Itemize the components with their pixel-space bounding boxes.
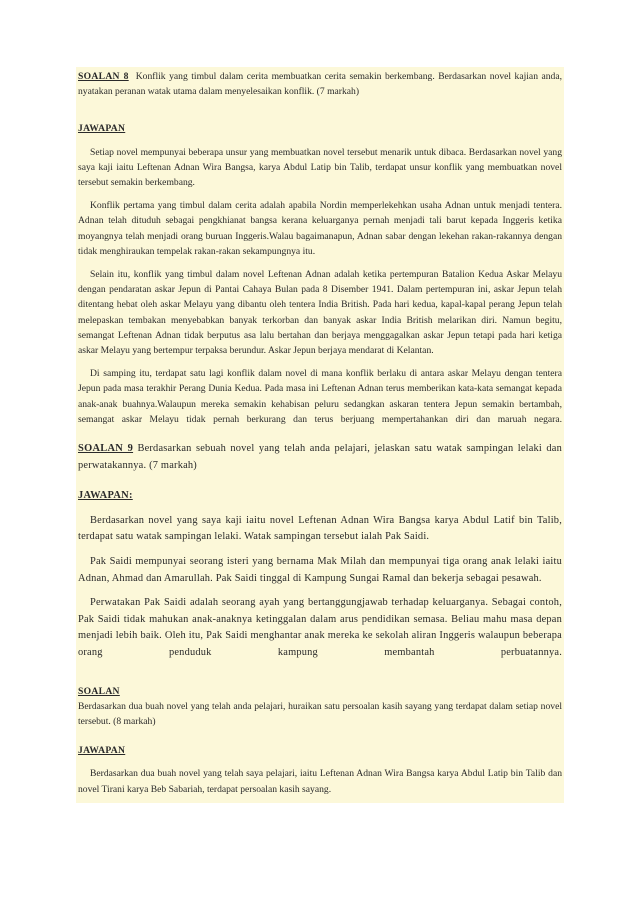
question-heading: SOALAN xyxy=(78,685,120,697)
paragraph: Berdasarkan novel yang saya kaji iaitu novel Leftenan Adnan Wira Bangsa karya Abdul Latif bin Talib, terdapat satu watak sampingan lelaki. Watak sampingan tersebut ialah Pak Saidi. xyxy=(78,514,562,543)
paragraph: Berdasarkan dua buah novel yang telah saya pelajari, iaitu Leftenan Adnan Wira Bangsa karya Abdul Latip bin Talib dan novel Tirani karya Beb Sabariah, terdapat persoalan kasih sayang. xyxy=(78,768,562,795)
answer-heading: JAWAPAN xyxy=(78,745,126,757)
paragraph: Konflik pertama yang timbul dalam cerita adalah apabila Nordin memperlekehkan usaha Adnan untuk menjadi tentera. Adnan telah dituduh sebagai pengkhianat bangsa kerana keluarganya pernah menjadi tali barut kepada Inggeris ketika moyangnya telah menjadi orang buruan Inggeris.Walau bagaimanapun, Adnan sabar dengan lekehan rakan-rakannya dengan tidak menghiraukan tempelak rakan-rakan sekampungnya itu. xyxy=(78,200,562,257)
paragraph: Perwatakan Pak Saidi adalah seorang ayah yang bertanggungjawab terhadap keluarganya. Sebagai contoh, Pak Saidi tidak mahukan anak-anaknya ketinggalan dalam arus pendidikan semasa. Beliau mahu masa depan menjadi lebih baik. Oleh itu, Pak Saidi menghantar anak mereka ke sekolah aliran Inggeris walaupun beberapa orang penduduk kampung membantah perbuatannya. xyxy=(78,597,562,658)
question-text: Berdasarkan dua buah novel yang telah anda pelajari, huraikan satu persoalan kasih sayang yang terdapat dalam setiap novel tersebut. (8 markah) xyxy=(78,700,562,727)
question-9 xyxy=(78,441,562,474)
answer-heading: JAWAPAN xyxy=(78,123,126,135)
question-text: Berdasarkan sebuah novel yang telah anda pelajari, jelaskan satu watak sampingan lelaki dan perwatakannya. (7 markah) xyxy=(78,443,562,471)
question-text: Konflik yang timbul dalam cerita membuatkan cerita semakin berkembang. Berdasarkan novel kajian anda, nyatakan peranan watak utama dalam menyelesaikan konflik. (7 markah) xyxy=(78,71,563,98)
paragraph: Pak Saidi mempunyai seorang isteri yang bernama Mak Milah dan mempunyai tiga orang anak lelaki iaitu Adnan, Ahmad dan Amarullah. Pak Saidi tinggal di Kampung Sungai Ramal dan bekerja sebagai pesawah. xyxy=(78,556,562,584)
answer-10 xyxy=(78,766,562,796)
answer-9 xyxy=(78,513,562,662)
question-heading: SOALAN 8 xyxy=(78,71,129,82)
paragraph: Di samping itu, terdapat satu lagi konflik dalam novel di mana konflik berlaku di antara askar Melayu dengan tentera Jepun pada masa terakhir Perang Dunia Kedua. Pada masa ini Leftenan Adnan terus memberikan kata-kata semangat kepada anak-anak buahnya.Walaupun mereka semakin kehabisan peluru sedangkan askaran tentera Jepun semakin bertambah, semangat askar Melayu tidak pernah berkurang dan terus berjuang mempertahankan diri dan maruah negara. xyxy=(78,368,562,425)
answer-8 xyxy=(78,145,562,427)
answer-heading: JAWAPAN: xyxy=(78,490,133,502)
paragraph: Setiap novel mempunyai beberapa unsur yang membuatkan novel tersebut menarik untuk dibaca. Berdasarkan novel yang saya kaji iaitu Leftenan Adnan Wira Bangsa, karya Abdul Latip bin Talib, terdapat unsur konflik yang membuatkan novel tersebut semakin berkembang. xyxy=(78,146,562,189)
question-heading: SOALAN 9 xyxy=(78,443,134,455)
question-8 xyxy=(78,69,562,99)
paragraph: Selain itu, konflik yang timbul dalam novel Leftenan Adnan adalah ketika pertempuran Batalion Kedua Askar Melayu dengan pendaratan askar Jepun di Pantai Cahaya Bulan pada 8 Disember 1941. Dalam pertempuran ini, askar Jepun telah ditentang hebat oleh askar Melayu yang dibantu oleh tentera India British. Pada hari kedua, kapal-kapal perang Jepun telah melepaskan tembakan menyebabkan banyak terkorban dan banyak askar India British melarikan diri. Namun begitu, semangat Leftenan Adnan tidak berputus asa lalu bertahan dan berjaya menggagalkan askar Jepun tetapi pada hari ketiga askar Melayu yang bertempur terpaksa berundur. Askar Jepun berjaya mendarat di Kelantan. xyxy=(78,269,562,357)
document-page xyxy=(76,67,564,803)
question-10 xyxy=(78,684,562,730)
